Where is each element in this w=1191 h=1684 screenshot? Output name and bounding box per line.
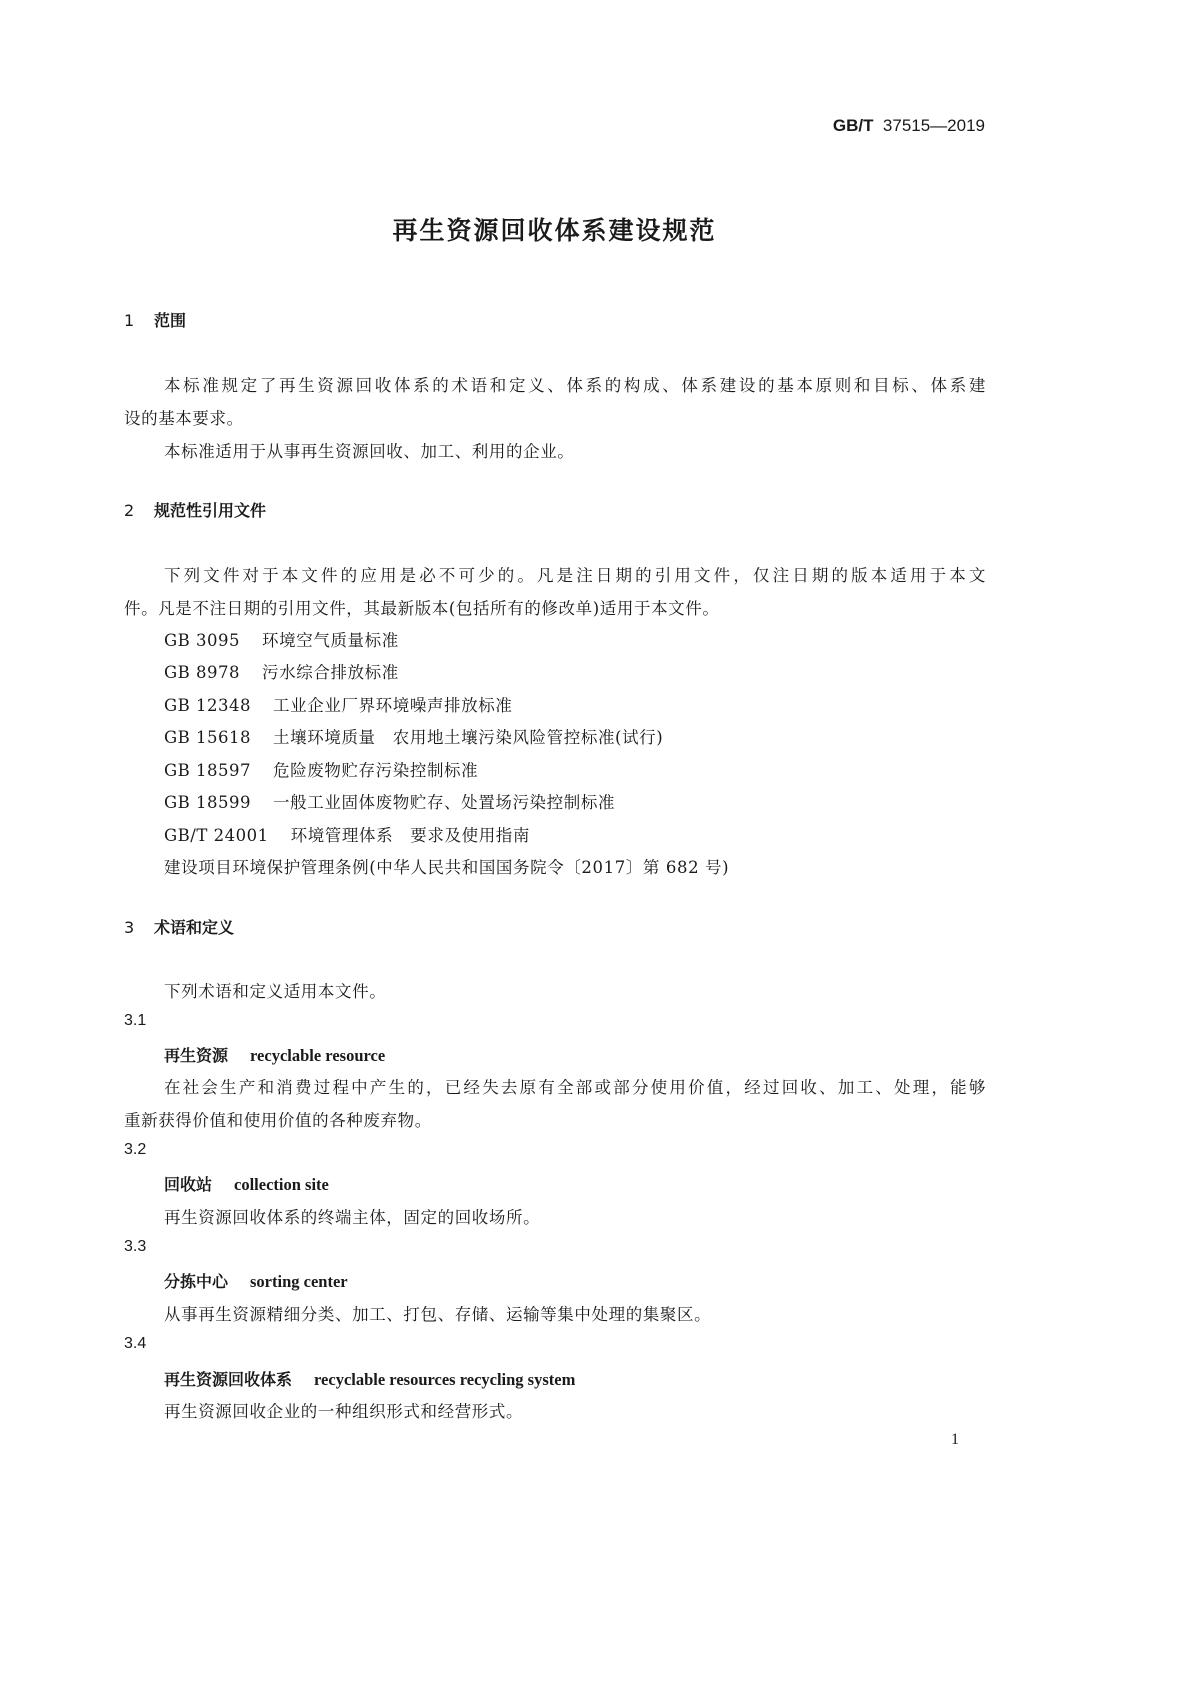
term-heading: 分拣中心 sorting center <box>164 1272 348 1291</box>
section-3-heading: 3 术语和定义 <box>124 918 235 937</box>
reference-item: GB 12348 工业企业厂界环境噪声排放标准 <box>164 696 513 715</box>
term-definition-line-1: 在社会生产和消费过程中产生的，已经失去原有全部或部分使用价值，经过回收、加工、处理，能够 <box>164 1078 986 1097</box>
document-title: 再生资源回收体系建设规范 <box>392 216 717 245</box>
term-definition-line-1: 再生资源回收体系的终端主体，固定的回收场所。 <box>164 1208 541 1227</box>
reference-item: GB 8978 污水综合排放标准 <box>164 663 399 682</box>
term-heading: 再生资源 recyclable resource <box>164 1046 386 1065</box>
standard-number: GB/T 37515—2019 <box>832 116 985 135</box>
section-1-para-1-line-2: 设的基本要求。 <box>124 409 244 428</box>
section-2-intro-line-1: 下列文件对于本文件的应用是必不可少的。凡是注日期的引用文件，仅注日期的版本适用于本文 <box>164 566 986 585</box>
section-1-para-2: 本标准适用于从事再生资源回收、加工、利用的企业。 <box>164 442 575 461</box>
term-definition-line-1: 再生资源回收企业的一种组织形式和经营形式。 <box>164 1402 524 1421</box>
reference-item: GB 15618 土壤环境质量 农用地土壤污染风险管控标准(试行) <box>164 728 664 747</box>
section-2-intro-line-2: 件。凡是不注日期的引用文件，其最新版本(包括所有的修改单)适用于本文件。 <box>124 599 720 618</box>
section-3-intro: 下列术语和定义适用本文件。 <box>164 982 387 1001</box>
reference-item: GB 3095 环境空气质量标准 <box>164 631 399 650</box>
reference-regulation: 建设项目环境保护管理条例(中华人民共和国国务院令〔2017〕第 682 号) <box>164 858 730 877</box>
term-number: 3.1 <box>124 1012 147 1029</box>
reference-item: GB 18599 一般工业固体废物贮存、处置场污染控制标准 <box>164 793 616 812</box>
section-1-para-1-line-1: 本标准规定了再生资源回收体系的术语和定义、体系的构成、体系建设的基本原则和目标、体系建 <box>164 376 986 395</box>
section-1-heading: 1 范围 <box>124 311 187 330</box>
term-heading: 再生资源回收体系 recyclable resources recycling system <box>164 1370 576 1389</box>
term-definition-line-2: 重新获得价值和使用价值的各种废弃物。 <box>124 1111 432 1130</box>
reference-item: GB/T 24001 环境管理体系 要求及使用指南 <box>164 826 531 845</box>
term-number: 3.4 <box>124 1335 147 1352</box>
term-number: 3.3 <box>124 1238 147 1255</box>
term-heading: 回收站 collection site <box>164 1175 329 1194</box>
page-number: 1 <box>951 1431 959 1448</box>
section-2-heading: 2 规范性引用文件 <box>124 501 267 520</box>
term-number: 3.2 <box>124 1141 147 1158</box>
term-definition-line-1: 从事再生资源精细分类、加工、打包、存储、运输等集中处理的集聚区。 <box>164 1305 712 1324</box>
reference-item: GB 18597 危险废物贮存污染控制标准 <box>164 761 479 780</box>
